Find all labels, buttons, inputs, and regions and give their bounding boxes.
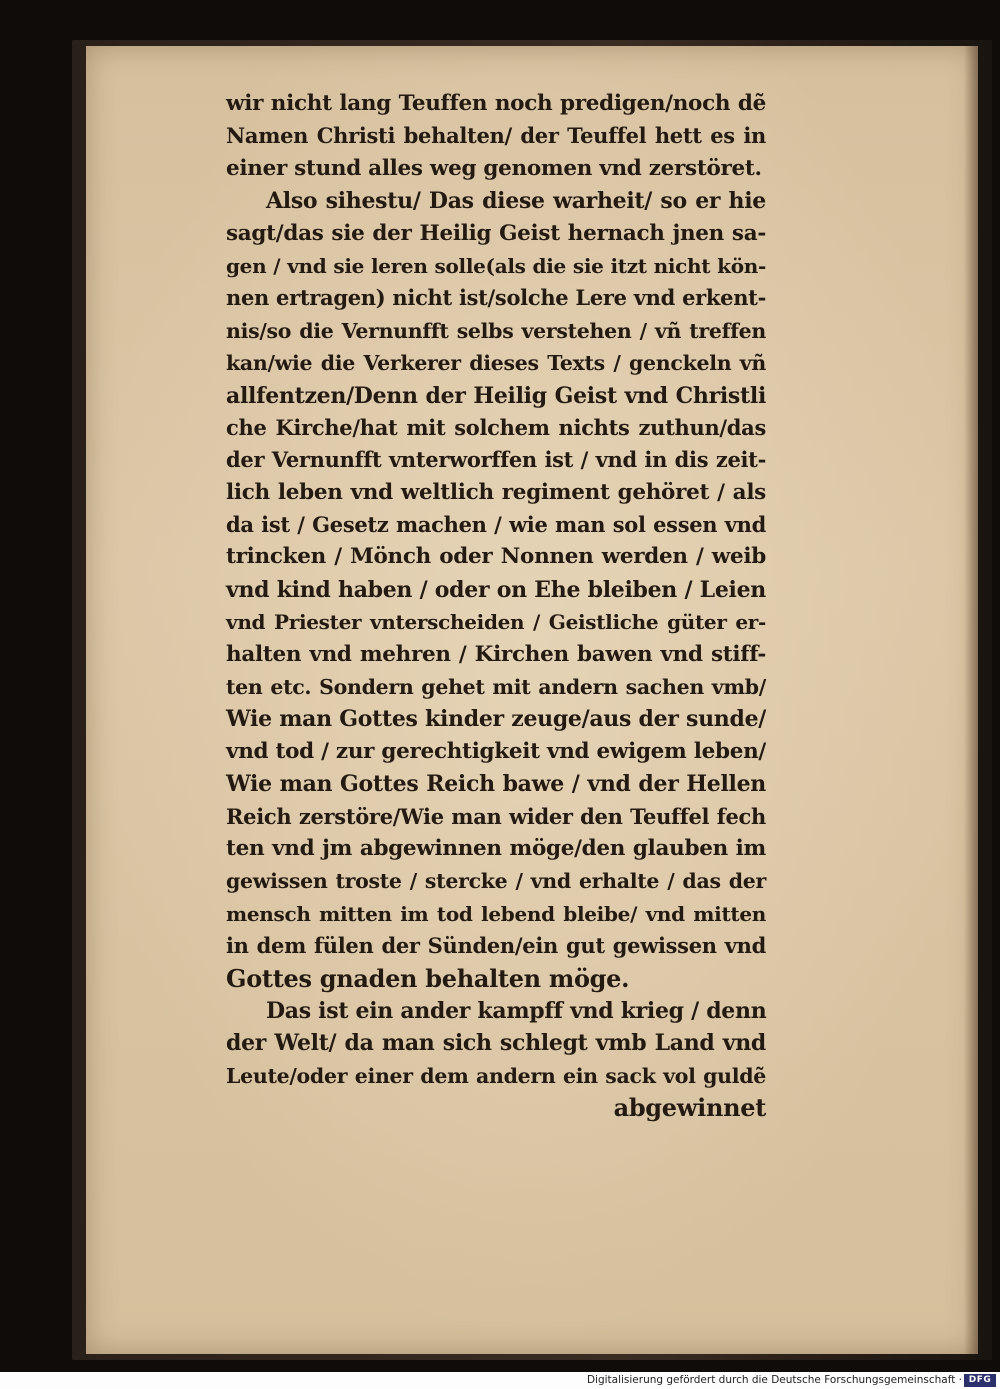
text-line: Also sihestu/ Das diese warheit/ so er hie — [266, 188, 766, 215]
text-line: halten vnd mehren / Kirchen bawen vnd stiff- — [226, 641, 766, 667]
text-line: gewissen troste / stercke / vnd erhalte / das der — [226, 869, 766, 894]
funding-credit: Digitalisierung gefördert durch die Deutsche Forschungsgemeinschaft · — [586, 1374, 962, 1386]
text-line: mensch mitten im tod lebend bleibe/ vnd mitten — [226, 901, 766, 926]
text-line: nis/so die Vernunfft selbs verstehen / vñ treffen — [226, 318, 766, 343]
text-line: vnd Priester vnterscheiden / Geistliche güter er- — [226, 610, 766, 635]
text-line: ten vnd jm abgewinnen möge/den glauben im — [226, 835, 766, 861]
text-line: che Kirche/hat mit solchem nichts zuthun/das — [226, 414, 766, 440]
text-line: einer stund alles weg genomen vnd zerstöret. — [226, 155, 762, 181]
text-line: Leute/oder einer dem andern ein sack vol guldẽ — [226, 1063, 766, 1088]
text-line: nen ertragen) nicht ist/solche Lere vnd erkent- — [226, 285, 766, 311]
text-line: der Vernunfft vnterworffen ist / vnd in dis zeit- — [226, 447, 766, 473]
text-line: der Welt/ da man sich schlegt vmb Land vnd — [226, 1030, 766, 1057]
text-line: vnd kind haben / oder on Ehe bleiben / Leien — [226, 576, 766, 603]
text-line: Reich zerstöre/Wie man wider den Teuffel fech — [226, 803, 766, 829]
text-line: kan/wie die Verkerer dieses Texts / genckeln vñ — [226, 351, 766, 376]
text-line: allfentzen/Denn der Heilig Geist vnd Christli — [226, 382, 766, 409]
text-line: sagt/das sie der Heilig Geist hernach jnen sa- — [226, 220, 766, 246]
text-line: wir nicht lang Teuffen noch predigen/noch dẽ — [226, 91, 766, 116]
text-line: Das ist ein ander kampff vnd krieg / denn — [266, 997, 767, 1024]
text-line: trincken / Mönch oder Nonnen werden / weib — [226, 544, 766, 570]
text-line: Gottes gnaden behalten möge. — [226, 963, 630, 993]
text-line: ten etc. Sondern gehet mit andern sachen vmb/ — [226, 675, 766, 700]
text-line: in dem fülen der Sünden/ein gut gewissen vnd — [226, 933, 766, 959]
footer-bar — [0, 1372, 1000, 1389]
text-line: lich leben vnd weltlich regiment gehöret / als — [226, 479, 766, 505]
text-line: vnd tod / zur gerechtigkeit vnd ewigem leben/ — [226, 738, 766, 764]
catchword: abgewinnet — [613, 1093, 766, 1123]
page-text — [226, 88, 766, 1125]
text-line: Wie man Gottes kinder zeuge/aus der sunde/ — [226, 706, 766, 733]
dfg-logo-icon: DFG — [964, 1374, 996, 1387]
text-line: Namen Christi behalten/ der Teuffel hett es in — [226, 123, 766, 149]
text-line: da ist / Gesetz machen / wie man sol essen vnd — [226, 512, 766, 538]
text-line: gen / vnd sie leren solle(als die sie itzt nicht kön- — [226, 253, 766, 278]
text-line: Wie man Gottes Reich bawe / vnd der Hellen — [226, 771, 766, 798]
